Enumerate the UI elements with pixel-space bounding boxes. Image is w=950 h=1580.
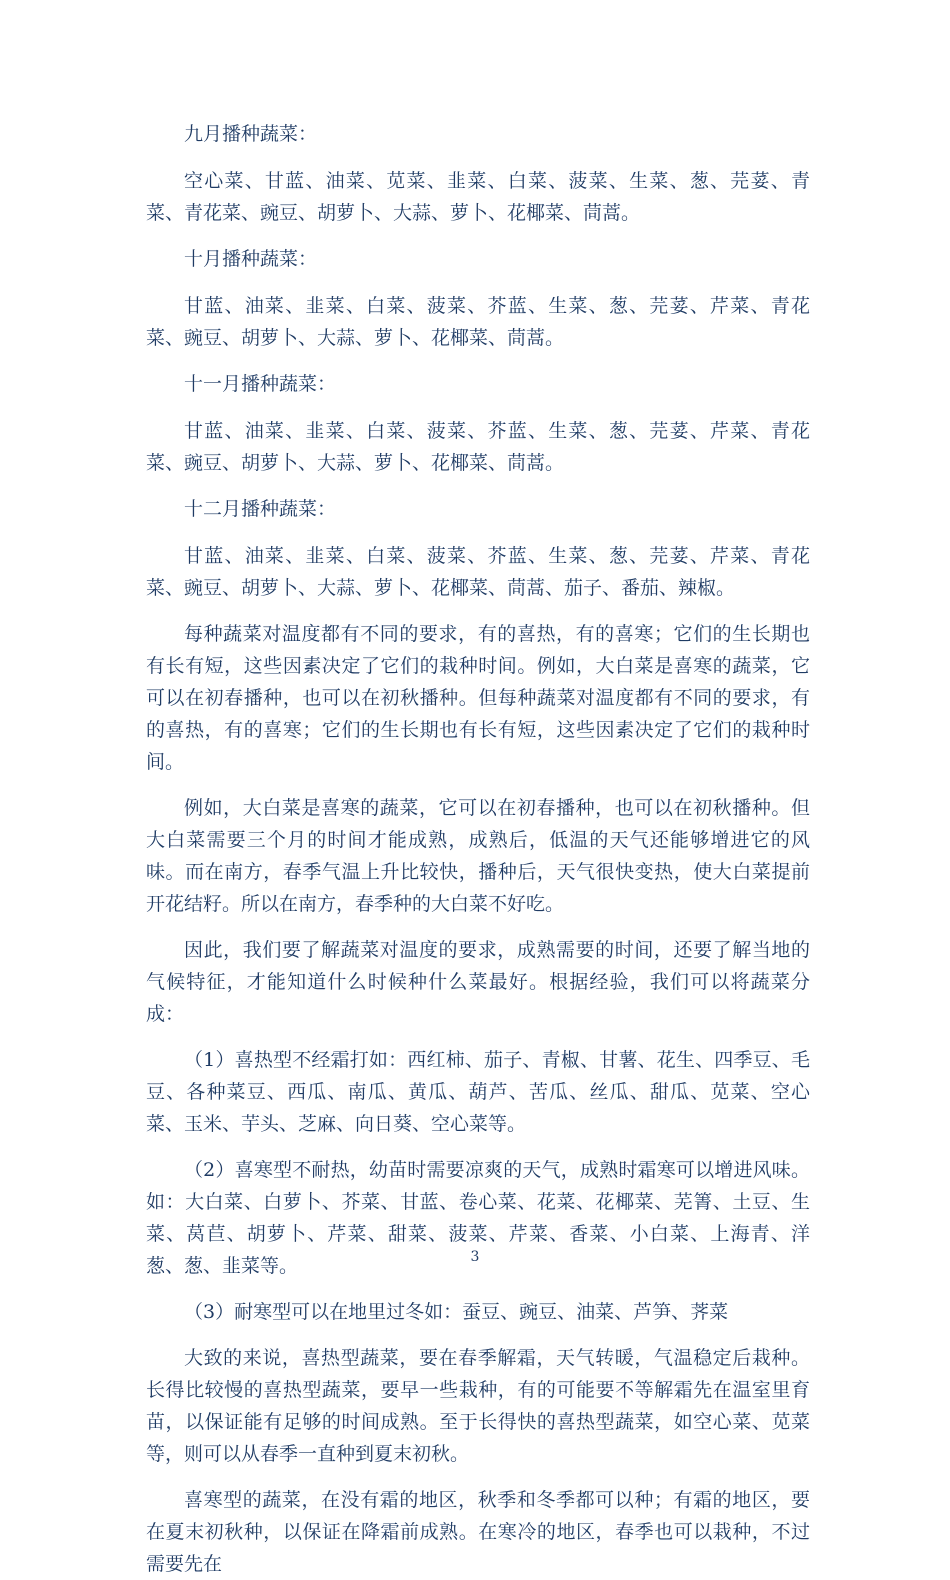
paragraph-november-list: 甘蓝、油菜、韭菜、白菜、菠菜、芥蓝、生菜、葱、芫荽、芹菜、青花菜、豌豆、胡萝卜、大蒜、萝卜、花椰菜、茼蒿。 bbox=[146, 420, 810, 474]
paragraph-september-list: 空心菜、甘蓝、油菜、苋菜、韭菜、白菜、菠菜、生菜、葱、芫荽、青菜、青花菜、豌豆、胡萝卜、大蒜、萝卜、花椰菜、茼蒿。 bbox=[146, 170, 810, 224]
paragraph-december-list: 甘蓝、油菜、韭菜、白菜、菠菜、芥蓝、生菜、葱、芫荽、芹菜、青花菜、豌豆、胡萝卜、大蒜、萝卜、花椰菜、茼蒿、茄子、番茄、辣椒。 bbox=[146, 545, 810, 599]
paragraph-cold-loving: （2）喜寒型不耐热，幼苗时需要凉爽的天气，成熟时霜寒可以增进风味。如：大白菜、白萝卜、芥菜、甘蓝、卷心菜、花菜、花椰菜、芜箐、土豆、生菜、莴苣、胡萝卜、芹菜、甜菜、菠菜、芹菜、香菜、小白菜、上海青、洋葱、葱、韭菜等。 bbox=[146, 1159, 810, 1277]
page-number: 3 bbox=[470, 1249, 480, 1265]
heading-december: 十二月播种蔬菜： bbox=[184, 498, 337, 520]
paragraph-classification-intro: 因此，我们要了解蔬菜对温度的要求，成熟需要的时间，还要了解当地的气候特征，才能知道什么时候种什么菜最好。根据经验，我们可以将蔬菜分成： bbox=[146, 939, 810, 1025]
document-body bbox=[146, 118, 810, 1580]
heading-october: 十月播种蔬菜： bbox=[184, 248, 318, 270]
heading-november: 十一月播种蔬菜： bbox=[184, 373, 337, 395]
paragraph-cold-planting: 喜寒型的蔬菜，在没有霜的地区，秋季和冬季都可以种；有霜的地区，要在夏末初秋种，以保证在降霜前成熟。在寒冷的地区，春季也可以栽种，不过需要先在 bbox=[146, 1489, 810, 1575]
paragraph-heat-loving: （1）喜热型不经霜打如：西红柿、茄子、青椒、甘薯、花生、四季豆、毛豆、各种菜豆、西瓜、南瓜、黄瓜、葫芦、苦瓜、丝瓜、甜瓜、苋菜、空心菜、玉米、芋头、芝麻、向日葵、空心菜等。 bbox=[146, 1049, 810, 1135]
paragraph-heat-planting: 大致的来说，喜热型蔬菜，要在春季解霜，天气转暖，气温稳定后栽种。长得比较慢的喜热型蔬菜，要早一些栽种，有的可能要不等解霜先在温室里育苗，以保证能有足够的时间成熟。至于长得快的喜热型蔬菜，如空心菜、苋菜等，则可以从春季一直种到夏末初秋。 bbox=[146, 1347, 810, 1465]
paragraph-cabbage-example: 例如，大白菜是喜寒的蔬菜，它可以在初春播种，也可以在初秋播种。但大白菜需要三个月的时间才能成熟，成熟后，低温的天气还能够增进它的风味。而在南方，春季气温上升比较快，播种后，天气很快变热，使大白菜提前开花结籽。所以在南方，春季种的大白菜不好吃。 bbox=[146, 797, 810, 915]
paragraph-october-list: 甘蓝、油菜、韭菜、白菜、菠菜、芥蓝、生菜、葱、芫荽、芹菜、青花菜、豌豆、胡萝卜、大蒜、萝卜、花椰菜、茼蒿。 bbox=[146, 295, 810, 349]
paragraph-cold-hardy: （3）耐寒型可以在地里过冬如：蚕豆、豌豆、油菜、芦笋、荠菜 bbox=[184, 1301, 729, 1323]
paragraph-temperature-intro: 每种蔬菜对温度都有不同的要求，有的喜热，有的喜寒；它们的生长期也有长有短，这些因素决定了它们的栽种时间。例如，大白菜是喜寒的蔬菜，它可以在初春播种，也可以在初秋播种。但每种蔬菜对温度都有不同的要求，有的喜热，有的喜寒；它们的生长期也有长有短，这些因素决定了它们的栽种时间。 bbox=[146, 623, 810, 773]
heading-september: 九月播种蔬菜： bbox=[184, 123, 318, 145]
